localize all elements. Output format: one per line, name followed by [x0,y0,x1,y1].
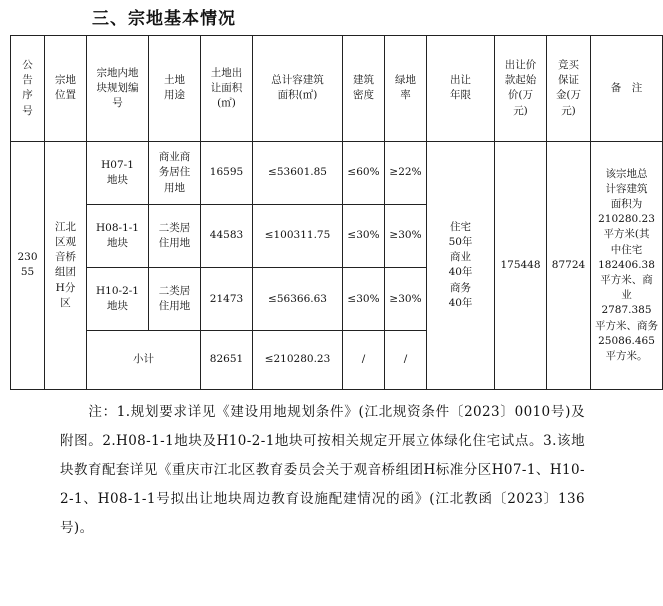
header-green-rate: 绿地 率 [385,36,427,142]
plot-code-cell: H08-1-1 地块 [87,204,149,267]
land-use-cell: 二类居 住用地 [149,268,201,331]
density-cell: ≤60% [343,141,385,204]
header-announcement-no: 公 告 序 号 [11,36,45,142]
notes-paragraph: 注：1.规划要求详见《建设用地规划条件》(江北规资条件〔2023〕0010号)及附图。2.H08-1-1地块及H10-2-1地块可按相关规定开展立体绿化住宅试点。3.该地块教育配套详见《重庆市江北区教育委员会关于观音桥组团H标准分区H07-1、H10-2-1、H08-1-1号拟出让地块周边教育设施配建情况的函》(江北教函〔2023〕136号)。 [60,404,585,536]
section-title: 三、宗地基本情况 [92,9,236,29]
land-use-cell: 商业商 务居住 用地 [149,141,201,204]
header-gfa: 总计容建筑 面积(㎡) [253,36,343,142]
header-density: 建筑 密度 [343,36,385,142]
start-price-cell: 175448 [495,141,547,389]
plot-code-cell: H10-2-1 地块 [87,268,149,331]
density-cell: ≤30% [343,204,385,267]
header-land-use: 土地 用途 [149,36,201,142]
land-use-cell: 二类居 住用地 [149,204,201,267]
subtotal-density: / [343,331,385,390]
header-term: 出让 年限 [427,36,495,142]
green-rate-cell: ≥22% [385,141,427,204]
location-cell: 江北 区观 音桥 组团 H分 区 [45,141,87,389]
remarks-cell: 该宗地总 计容建筑 面积为 210280.23 平方米(其 中住宅 182406.38 平方米、商 业 2787.385 平方米、商务 25086.465 平方米。 [591,141,663,389]
deposit-cell: 87724 [547,141,591,389]
header-start-price: 出让价 款起始 价(万 元) [495,36,547,142]
plot-code-cell: H07-1 地块 [87,141,149,204]
green-rate-cell: ≥30% [385,204,427,267]
subtotal-area: 82651 [201,331,253,390]
gfa-cell: ≤100311.75 [253,204,343,267]
density-cell: ≤30% [343,268,385,331]
area-cell: 21473 [201,268,253,331]
green-rate-cell: ≥30% [385,268,427,331]
table-row [11,141,663,204]
table-header-row [11,36,663,142]
area-cell: 44583 [201,204,253,267]
header-deposit: 竞买 保证 金(万 元) [547,36,591,142]
header-remarks: 备 注 [591,36,663,142]
header-plot-code: 宗地内地 块规划编 号 [87,36,149,142]
subtotal-gfa: ≤210280.23 [253,331,343,390]
header-location: 宗地 位置 [45,36,87,142]
subtotal-label: 小计 [87,331,201,390]
announcement-no-cell: 230 55 [11,141,45,389]
header-area: 土地出 让面积 (㎡) [201,36,253,142]
gfa-cell: ≤53601.85 [253,141,343,204]
land-parcel-table [10,35,663,390]
subtotal-green-rate: / [385,331,427,390]
gfa-cell: ≤56366.63 [253,268,343,331]
term-cell: 住宅 50年 商业 40年 商务 40年 [427,141,495,389]
area-cell: 16595 [201,141,253,204]
